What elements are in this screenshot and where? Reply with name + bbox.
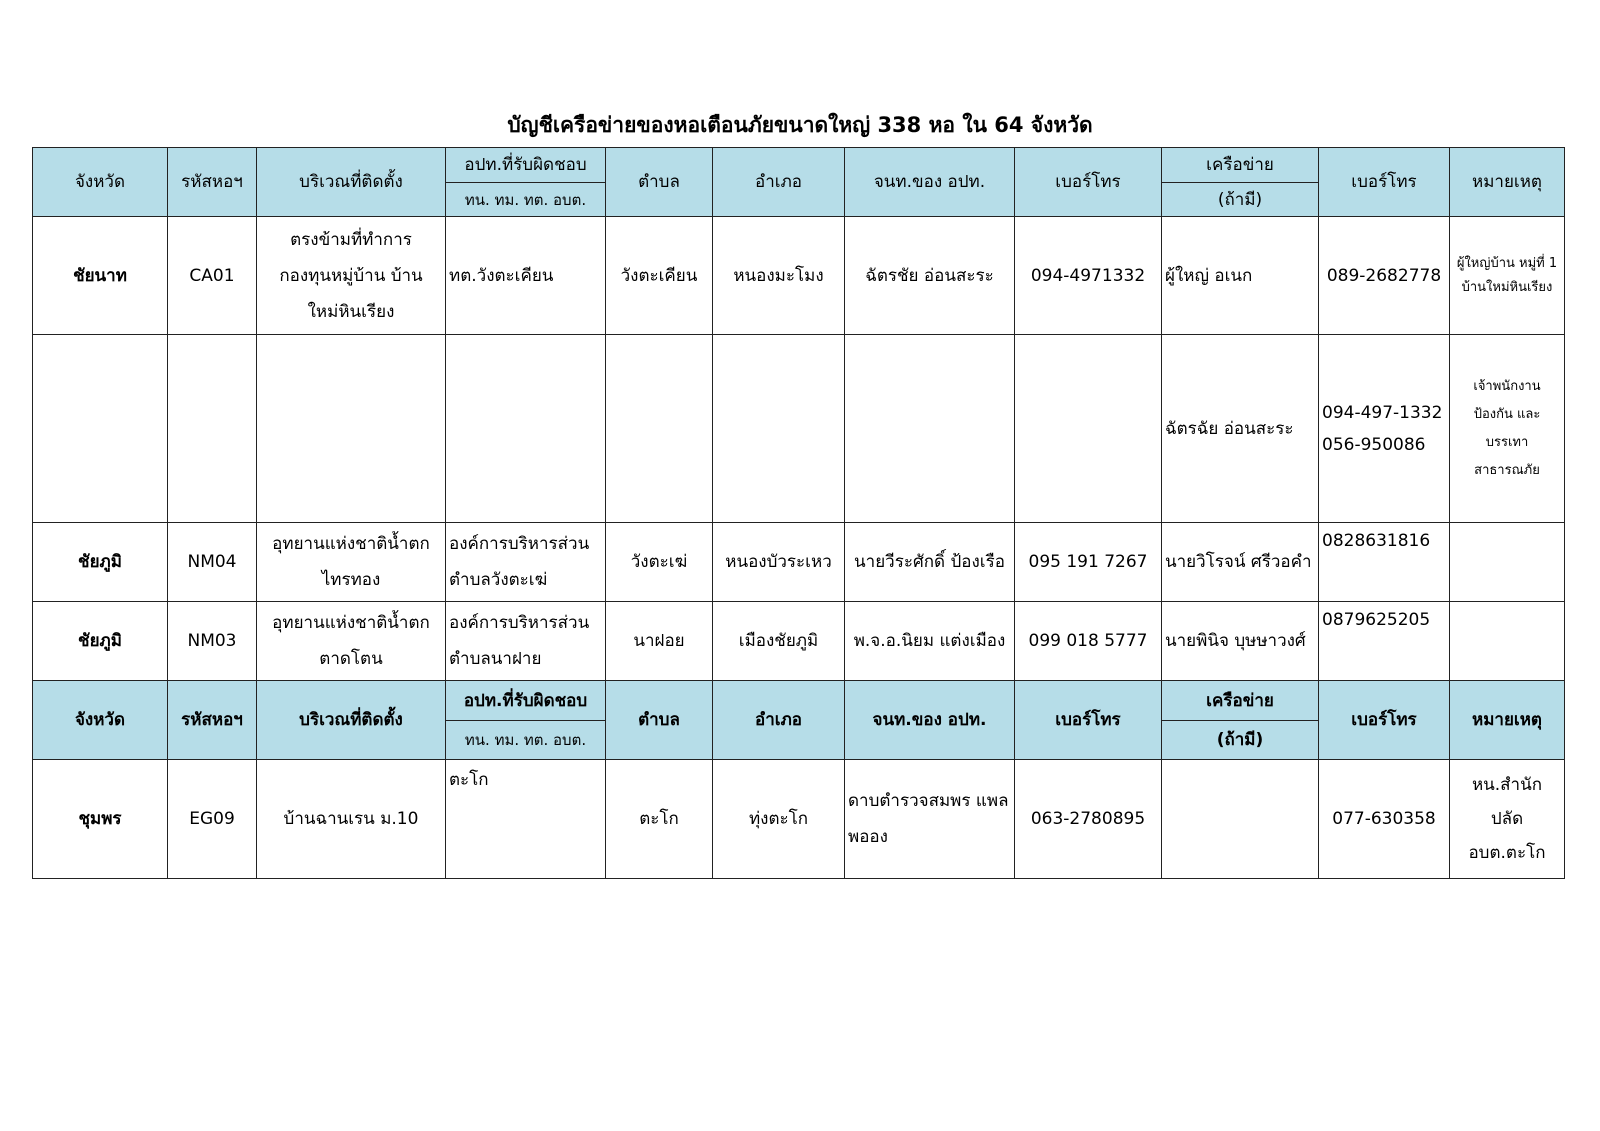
row-3-network-phone: 0828631816 (1318, 522, 1450, 602)
row-1-network: ผู้ใหญ่ อเนก (1161, 216, 1319, 335)
header2-network-sub: (ถ้ามี) (1161, 720, 1319, 760)
row-5-subdistrict: ตะโก (605, 759, 713, 879)
row-5-district: ทุ่งตะโก (712, 759, 845, 879)
header2-network-phone: เบอร์โทร (1318, 680, 1450, 760)
row-2-province (32, 334, 168, 523)
document-title: บัญชีเครือข่ายของหอเตือนภัยขนาดใหญ่ 338 หอ ใน 64 จังหวัด (507, 113, 1093, 137)
row-4-remark (1449, 601, 1565, 681)
row-2-phone (1014, 334, 1162, 523)
header2-phone: เบอร์โทร (1014, 680, 1162, 760)
row-1-officer: ฉัตรชัย อ่อนสะระ (844, 216, 1015, 335)
header-install-area: บริเวณที่ติดตั้ง (256, 147, 446, 217)
header-remark: หมายเหตุ (1449, 147, 1565, 217)
row-4-org: องค์การบริหารส่วนตำบลนาฝาย (445, 601, 606, 681)
tower-network-table (32, 147, 1572, 891)
row-3-code: NM04 (167, 522, 257, 602)
row-4-network: นายพินิจ บุษษาวงศ์ (1161, 601, 1319, 681)
header-officer: จนท.ของ อปท. (844, 147, 1015, 217)
header2-responsible-org: อปท.ที่รับผิดชอบ (445, 680, 606, 721)
header-network-sub: (ถ้ามี) (1161, 182, 1319, 217)
row-1-remark: ผู้ใหญ่บ้าน หมู่ที่ 1 บ้านใหม่หินเรียง (1449, 216, 1565, 335)
row-2-org (445, 334, 606, 523)
row-2-subdistrict (605, 334, 713, 523)
row-1-network-phone: 089-2682778 (1318, 216, 1450, 335)
row-2-area (256, 334, 446, 523)
header2-officer: จนท.ของ อปท. (844, 680, 1015, 760)
header2-province: จังหวัด (32, 680, 168, 760)
row-2-network-phone-2: 056-950086 (1322, 434, 1426, 455)
header2-subdistrict: ตำบล (605, 680, 713, 760)
header2-responsible-org-sub: ทน. ทม. ทต. อบต. (445, 720, 606, 760)
row-3-district: หนองบัวระเหว (712, 522, 845, 602)
header-responsible-org: อปท.ที่รับผิดชอบ (445, 147, 606, 183)
header2-remark: หมายเหตุ (1449, 680, 1565, 760)
row-2-network-phones (1318, 334, 1450, 523)
row-5-remark: หน.สำนักปลัด อบต.ตะโก (1449, 759, 1565, 879)
row-2-network-phone-1: 094-497-1332 (1322, 402, 1443, 423)
row-3-remark (1449, 522, 1565, 602)
header-network: เครือข่าย (1161, 147, 1319, 183)
row-2-officer (844, 334, 1015, 523)
row-2-remark: เจ้าพนักงานป้องกัน และบรรเทาสาธารณภัย (1449, 334, 1565, 523)
header-district: อำเภอ (712, 147, 845, 217)
row-5-code: EG09 (167, 759, 257, 879)
row-1-district: หนองมะโมง (712, 216, 845, 335)
header-phone: เบอร์โทร (1014, 147, 1162, 217)
row-3-province: ชัยภูมิ (32, 522, 168, 602)
row-5-officer: ดาบตำรวจสมพร แพลพออง (844, 759, 1015, 879)
row-1-phone: 094-4971332 (1014, 216, 1162, 335)
row-5-org: ตะโก (445, 759, 606, 879)
row-5-area: บ้านฉานเรน ม.10 (256, 759, 446, 879)
row-2-network: ฉัตรฉัย อ่อนสะระ (1161, 334, 1319, 523)
row-2-code (167, 334, 257, 523)
row-1-subdistrict: วังตะเคียน (605, 216, 713, 335)
header2-install-area: บริเวณที่ติดตั้ง (256, 680, 446, 760)
row-4-code: NM03 (167, 601, 257, 681)
row-2-district (712, 334, 845, 523)
row-3-area: อุทยานแห่งชาติน้ำตกไทรทอง (256, 522, 446, 602)
header-responsible-org-sub: ทน. ทม. ทต. อบต. (445, 182, 606, 217)
row-4-district: เมืองชัยภูมิ (712, 601, 845, 681)
row-4-network-phone: 0879625205 (1318, 601, 1450, 681)
header-subdistrict: ตำบล (605, 147, 713, 217)
row-4-province: ชัยภูมิ (32, 601, 168, 681)
row-1-area: ตรงข้ามที่ทำการกองทุนหมู่บ้าน บ้านใหม่หินเรียง (256, 216, 446, 335)
row-3-officer: นายวีระศักดิ์ ป้องเรือ (844, 522, 1015, 602)
row-4-officer: พ.จ.อ.นิยม แต่งเมือง (844, 601, 1015, 681)
header2-district: อำเภอ (712, 680, 845, 760)
header-province: จังหวัด (32, 147, 168, 217)
row-3-subdistrict: วังตะเฆ่ (605, 522, 713, 602)
row-5-network-phone: 077-630358 (1318, 759, 1450, 879)
row-5-network (1161, 759, 1319, 879)
row-4-subdistrict: นาฝอย (605, 601, 713, 681)
row-3-org: องค์การบริหารส่วนตำบลวังตะเฆ่ (445, 522, 606, 602)
row-1-code: CA01 (167, 216, 257, 335)
row-4-area: อุทยานแห่งชาติน้ำตกตาดโตน (256, 601, 446, 681)
row-3-phone: 095 191 7267 (1014, 522, 1162, 602)
row-1-org: ทต.วังตะเคียน (445, 216, 606, 335)
header2-network: เครือข่าย (1161, 680, 1319, 721)
header-network-phone: เบอร์โทร (1318, 147, 1450, 217)
row-4-phone: 099 018 5777 (1014, 601, 1162, 681)
row-5-phone: 063-2780895 (1014, 759, 1162, 879)
header-tower-code: รหัสหอฯ (167, 147, 257, 217)
header2-tower-code: รหัสหอฯ (167, 680, 257, 760)
row-3-network: นายวิโรจน์ ศรีวอคำ (1161, 522, 1319, 602)
row-5-province: ชุมพร (32, 759, 168, 879)
row-1-province: ชัยนาท (32, 216, 168, 335)
